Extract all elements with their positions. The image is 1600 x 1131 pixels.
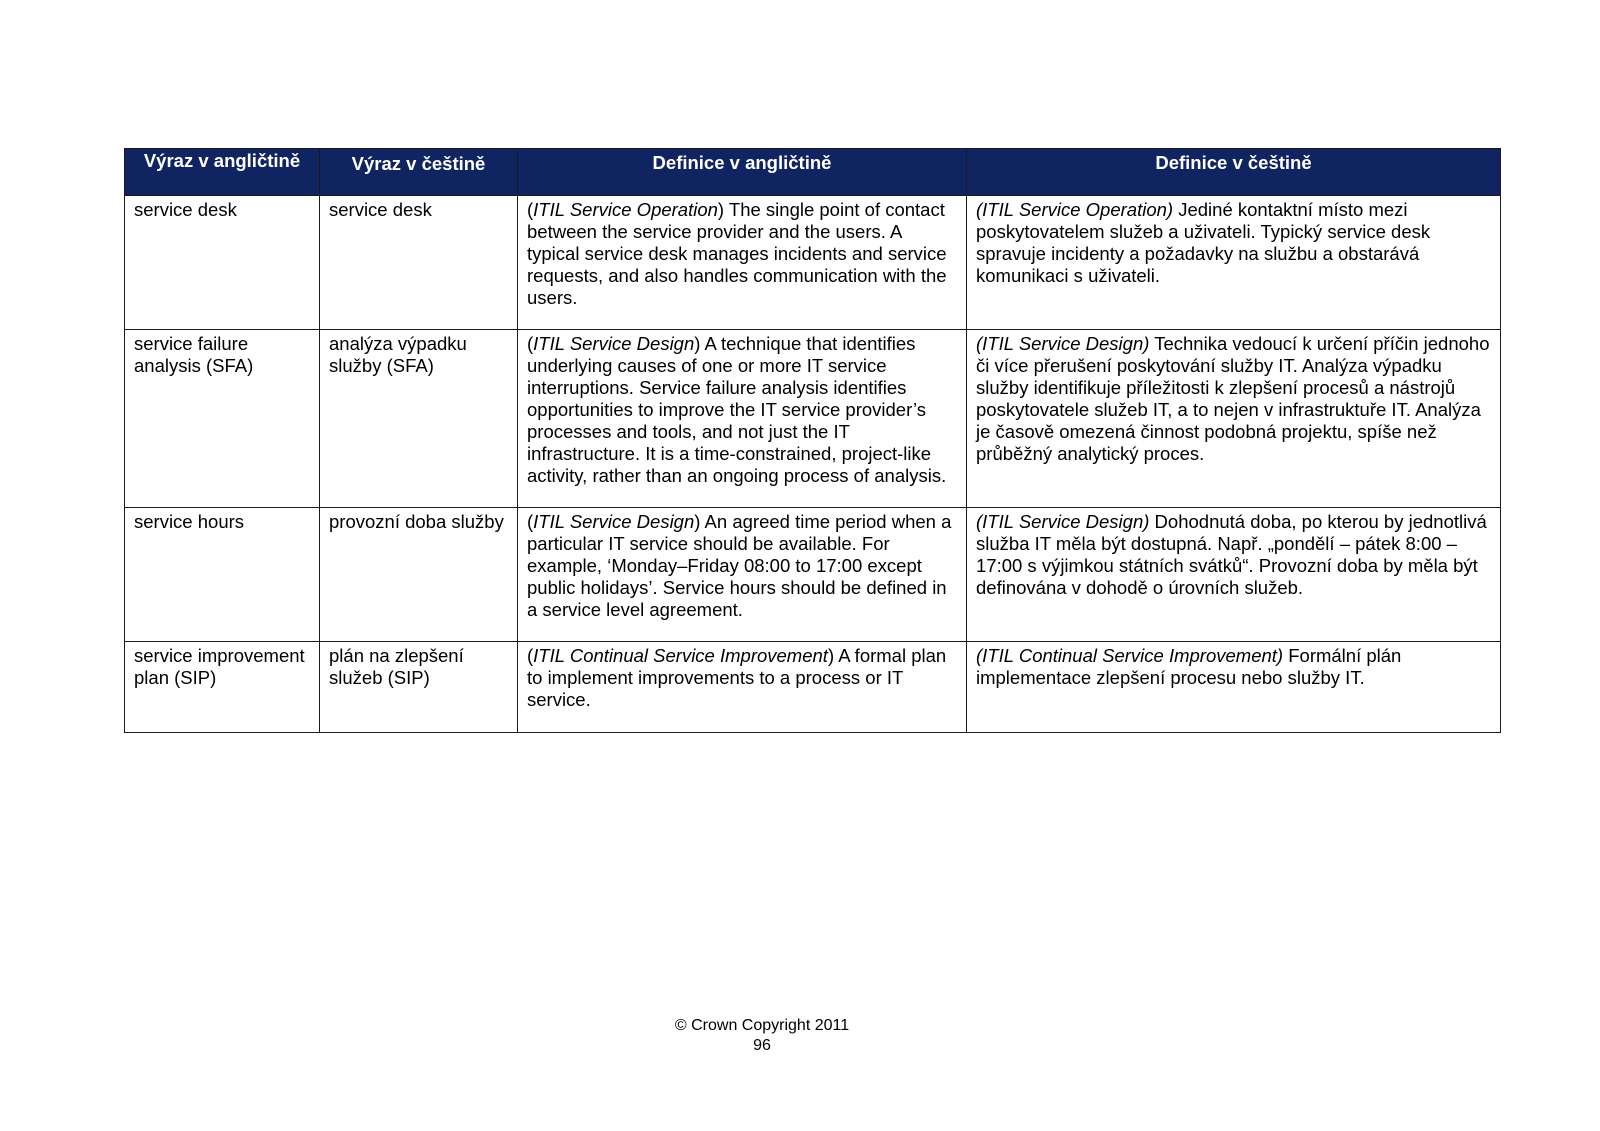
column-header-english-definition: Definice v angličtině <box>518 149 967 196</box>
column-header-english-term: Výraz v angličtině <box>125 149 320 196</box>
definition-source: (ITIL Service Design) <box>976 333 1150 354</box>
column-header-czech-definition: Definice v češtině <box>967 149 1501 196</box>
english-term-cell: service improvement plan (SIP) <box>125 642 320 733</box>
czech-definition-cell <box>967 196 1501 330</box>
definition-text: Formální plán implementace zlepšení procesu nebo služby IT. <box>976 645 1402 688</box>
english-definition-cell: (ITIL Service Design) A technique that identifies underlying causes of one or more IT service interruptions. Service failure analysis identifies opportunities to improve the IT service provider’s processes and tools, and not just the IT infrastructure. It is a time-constrained, project-like activity, rather than an ongoing process of analysis. <box>518 330 967 508</box>
english-term-cell: service desk <box>125 196 320 330</box>
definition-text: The single point of contact between the service provider and the users. A typical service desk manages incidents and service requests, and also handles communication with the users. <box>527 199 947 308</box>
definition-text: A formal plan to implement improvements to a process or IT service. <box>527 645 947 710</box>
glossary-table <box>124 148 1501 733</box>
czech-term-cell: analýza výpadku služby (SFA) <box>320 330 518 508</box>
column-header-czech-term: Výraz v češtině <box>320 149 518 196</box>
table-row <box>125 642 1501 733</box>
czech-term-cell: service desk <box>320 196 518 330</box>
czech-definition-cell <box>967 330 1501 508</box>
table-row <box>125 196 1501 330</box>
table-row <box>125 508 1501 642</box>
definition-text: Jediné kontaktní místo mezi poskytovatelem služeb a uživateli. Typický service desk spravuje incidenty a požadavky na službu a obstarává komunikaci s uživateli. <box>976 199 1431 286</box>
definition-text: Dohodnutá doba, po kterou by jednotlivá služba IT měla být dostupná. Např. „pondělí – pátek 8:00 – 17:00 s výjimkou státních svátků“. Provozní doba by měla být definována v dohodě o úrovních služeb. <box>976 511 1487 598</box>
czech-term-cell: provozní doba služby <box>320 508 518 642</box>
page-number: 96 <box>753 1037 771 1054</box>
czech-definition-cell <box>967 508 1501 642</box>
definition-source: ITIL Continual Service Improvement <box>533 645 828 666</box>
english-term-cell: service failure analysis (SFA) <box>125 330 320 508</box>
czech-definition-cell <box>967 642 1501 733</box>
table-row <box>125 330 1501 508</box>
czech-term-cell: plán na zlepšení služeb (SIP) <box>320 642 518 733</box>
definition-text: An agreed time period when a particular IT service should be available. For example, ‘Monday–Friday 08:00 to 17:00 except public holidays’. Service hours should be defined in a service level agreement. <box>527 511 952 620</box>
english-definition-cell: (ITIL Continual Service Improvement) A formal plan to implement improvements to a process or IT service. <box>518 642 967 733</box>
definition-source: (ITIL Service Design) <box>976 511 1150 532</box>
copyright-notice: © Crown Copyright 2011 <box>674 1017 850 1034</box>
english-definition-cell: (ITIL Service Design) An agreed time period when a particular IT service should be available. For example, ‘Monday–Friday 08:00 to 17:00 except public holidays’. Service hours should be defined in a service level agreement. <box>518 508 967 642</box>
definition-source: ITIL Service Design <box>533 511 695 532</box>
table-header-row <box>125 149 1501 196</box>
definition-text: A technique that identifies underlying causes of one or more IT service interruptions. Service failure analysis identifies opportunities to improve the IT service provider’s processes and tools, and not just the IT infrastructure. It is a time-constrained, project-like activity, rather than an ongoing process of analysis. <box>527 333 947 486</box>
english-definition-cell: (ITIL Service Operation) The single point of contact between the service provider and the users. A typical service desk manages incidents and service requests, and also handles communication with the users. <box>518 196 967 330</box>
definition-source: ITIL Service Operation <box>533 199 718 220</box>
definition-source: (ITIL Continual Service Improvement) <box>976 645 1284 666</box>
definition-source: (ITIL Service Operation) <box>976 199 1174 220</box>
english-term-cell: service hours <box>125 508 320 642</box>
definition-source: ITIL Service Design <box>533 333 695 354</box>
definition-text: Technika vedoucí k určení příčin jednoho či více přerušení poskytování služby IT. Analýza výpadku služby identifikuje příležitosti k zlepšení procesů a nástrojů poskytovatele služeb IT, a to nejen v infrastruktuře IT. Analýza je časově omezená činnost podobná projektu, spíše než průběžný analytický proces. <box>976 333 1490 464</box>
